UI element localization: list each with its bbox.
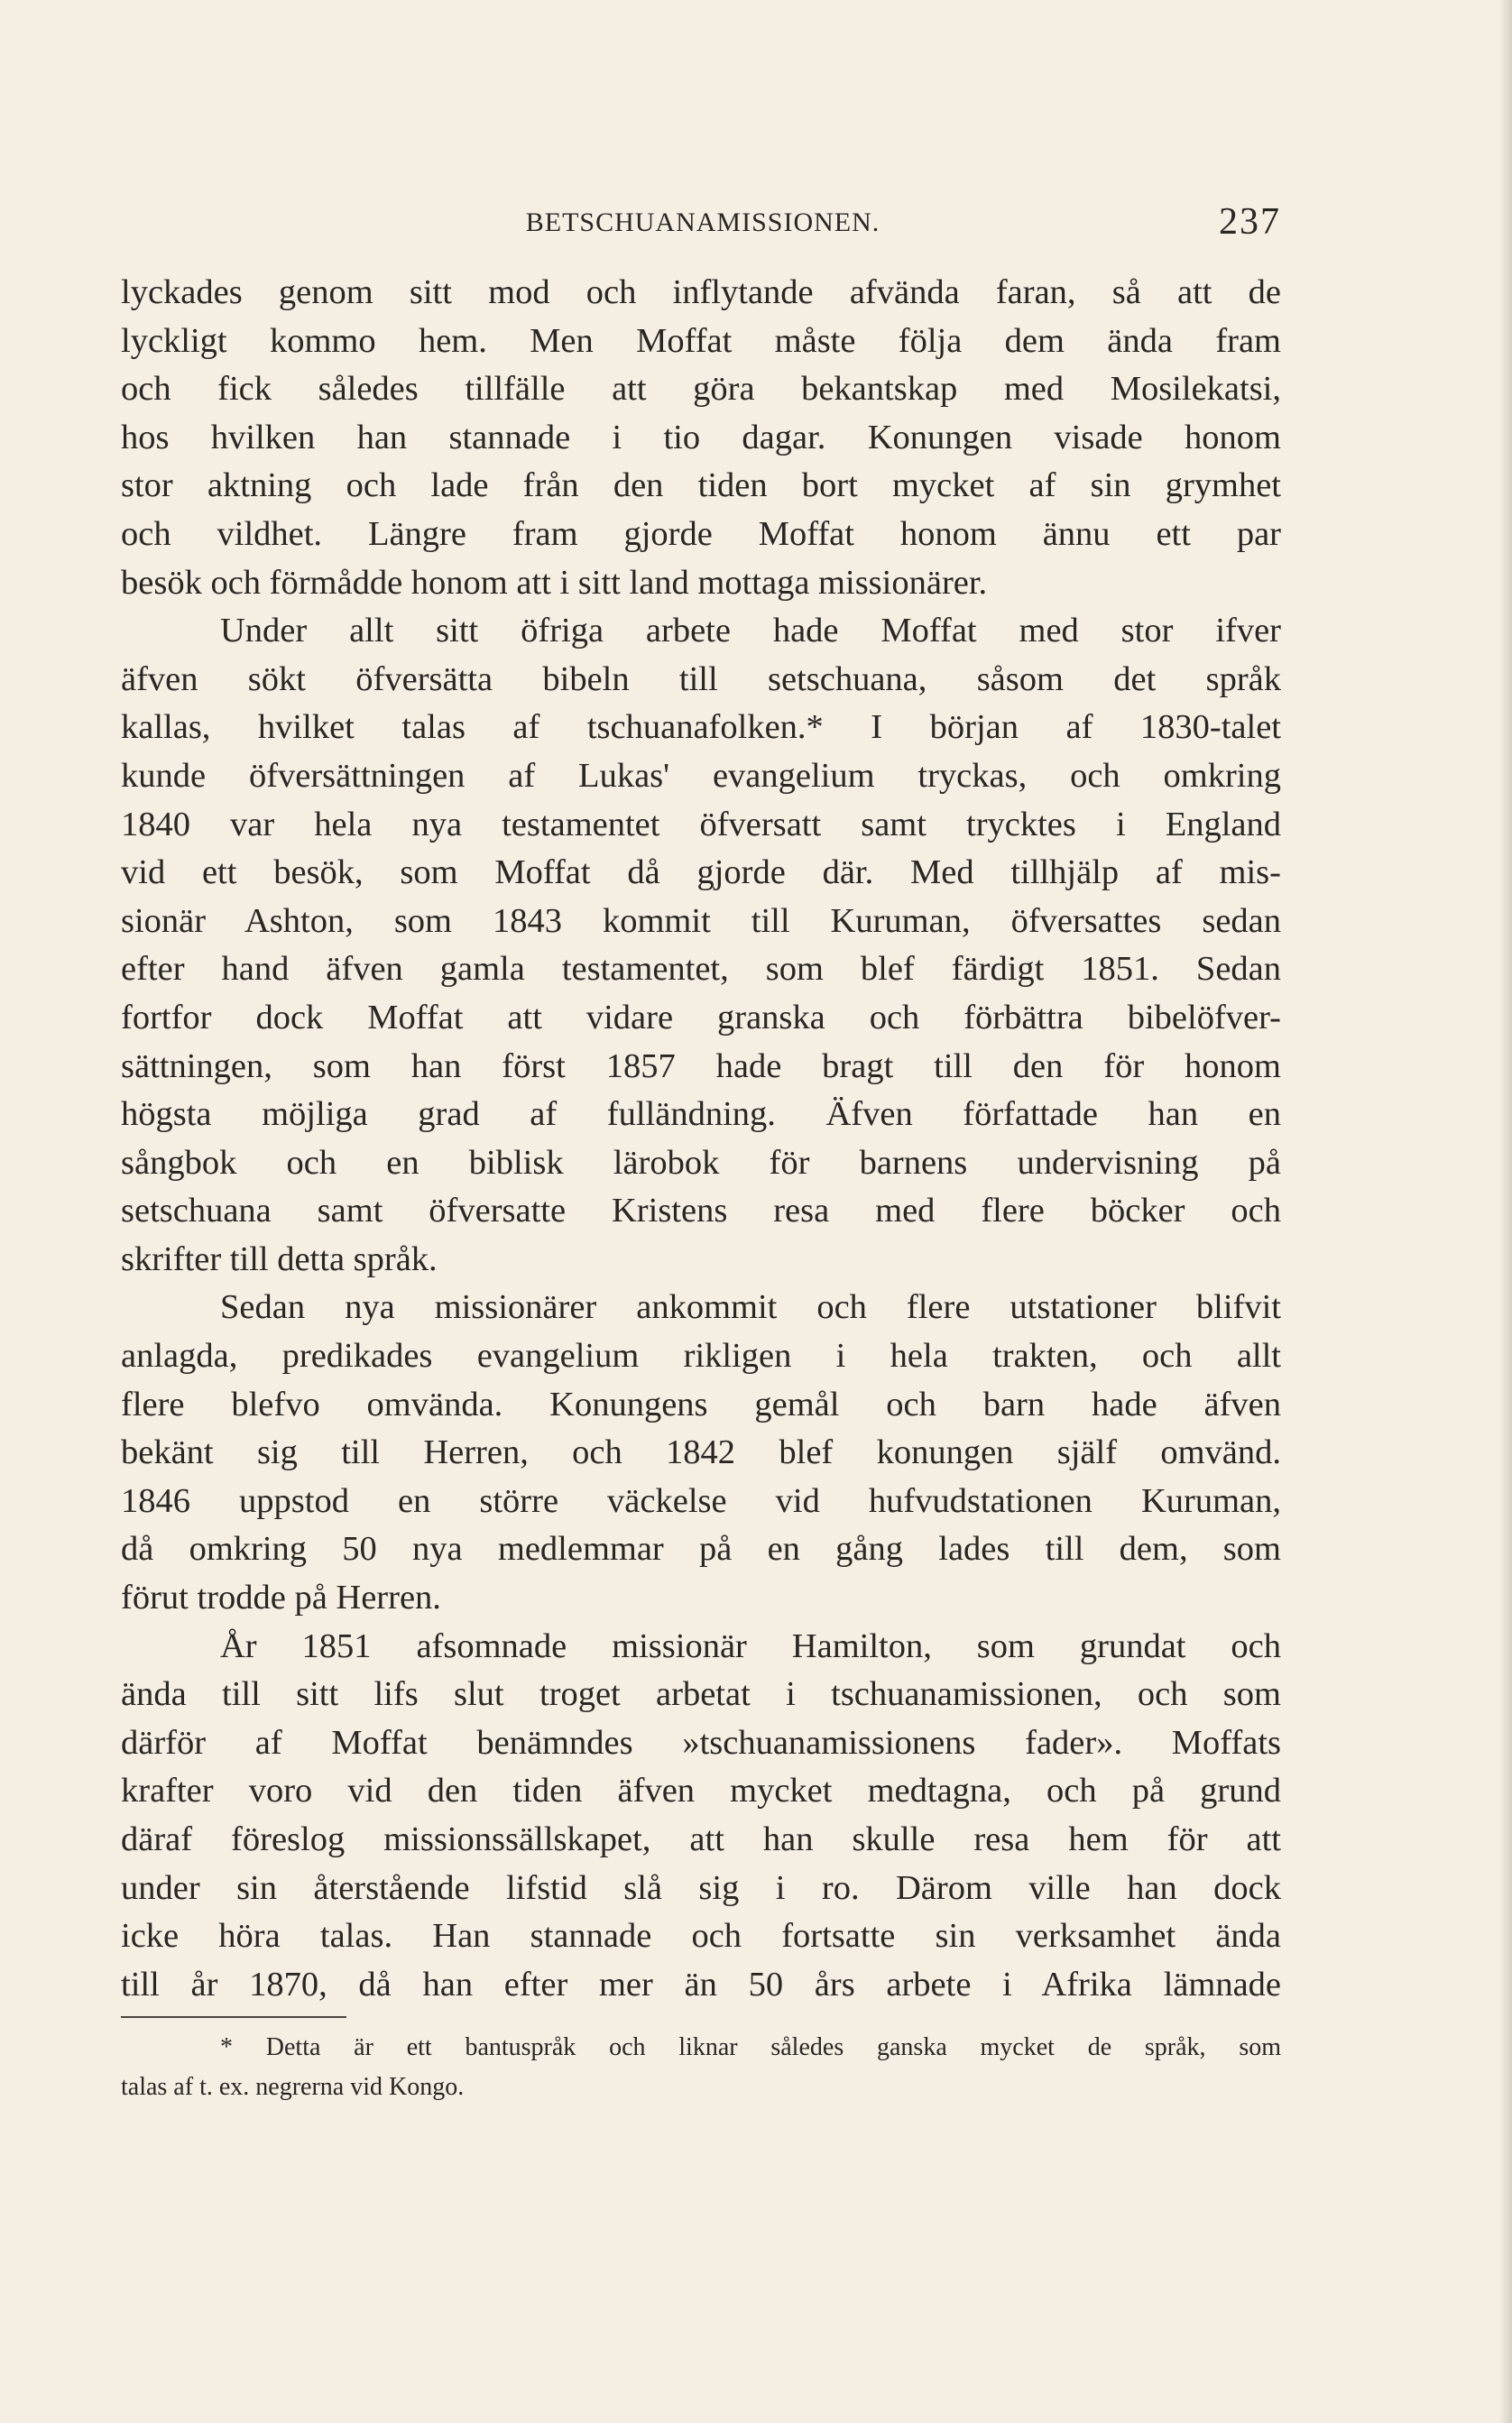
running-header xyxy=(124,200,1281,245)
body-text xyxy=(121,269,1281,2009)
text-line: sångbok och en biblisk lärobok för barnens undervisning på xyxy=(121,1143,1281,1182)
page-edge-shadow xyxy=(1499,0,1512,2423)
text-line: 1846 uppstod en större väckelse vid hufvudstationen Kuruman, xyxy=(121,1481,1281,1520)
text-line: icke höra talas. Han stannade och fortsatte sin verksamhet ända xyxy=(121,1917,1281,1956)
text-line: bekänt sig till Herren, och 1842 blef konungen själf omvänd. xyxy=(121,1433,1281,1472)
text-line: däraf föreslog missionssällskapet, att han skulle resa hem för att xyxy=(121,1820,1281,1858)
footnote-line: * Detta är ett bantuspråk och liknar således ganska mycket de språk, som xyxy=(220,2033,1281,2061)
footnote-line: talas af t. ex. negrerna vid Kongo. xyxy=(121,2073,465,2101)
text-line: anlagda, predikades evangelium rikligen i hela trakten, och allt xyxy=(121,1337,1281,1376)
text-line: kunde öfversättningen af Lukas' evangelium tryckas, och omkring xyxy=(121,756,1281,795)
text-line: sionär Ashton, som 1843 kommit till Kuruman, öfversattes sedan xyxy=(121,901,1281,940)
text-line: under sin återstående lifstid slå sig i ro. Därom ville han dock xyxy=(121,1868,1281,1907)
paragraph-start-line: År 1851 afsomnade missionär Hamilton, som grundat och xyxy=(220,1626,1281,1665)
text-line: och vildhet. Längre fram gjorde Moffat honom ännu ett par xyxy=(121,514,1281,553)
text-line: förut trodde på Herren. xyxy=(121,1579,441,1617)
text-line: lyckligt kommo hem. Men Moffat måste följa dem ända fram xyxy=(121,321,1281,360)
text-line: stor aktning och lade från den tiden bort mycket af sin grymhet xyxy=(121,466,1281,505)
text-line: efter hand äfven gamla testamentet, som blef färdigt 1851. Sedan xyxy=(121,950,1281,989)
text-line: därför af Moffat benämndes »tschuanamissionens fader». Moffats xyxy=(121,1723,1281,1762)
text-line: 1840 var hela nya testamentet öfversatt samt trycktes i England xyxy=(121,805,1281,843)
page-number: 237 xyxy=(1219,201,1281,243)
text-line: krafter voro vid den tiden äfven mycket medtagna, och på grund xyxy=(121,1772,1281,1810)
text-line: setschuana samt öfversatte Kristens resa med flere böcker och xyxy=(121,1192,1281,1230)
text-line: högsta möjliga grad af fulländning. Äfven författade han en xyxy=(121,1095,1281,1134)
text-line: vid ett besök, som Moffat då gjorde där. Med tillhjälp af mis- xyxy=(121,853,1281,892)
text-line: besök och förmådde honom att i sitt land mottaga missionärer. xyxy=(121,563,988,602)
text-line: lyckades genom sitt mod och inflytande afvända faran, så att de xyxy=(121,273,1281,311)
footnote-rule xyxy=(121,2016,346,2018)
text-line: sättningen, som han först 1857 hade bragt till den för honom xyxy=(121,1046,1281,1085)
paragraph-start-line: Under allt sitt öfriga arbete hade Moffat med stor ifver xyxy=(220,612,1281,650)
text-line: och fick således tillfälle att göra bekantskap med Mosilekatsi, xyxy=(121,370,1281,409)
text-line: flere blefvo omvända. Konungens gemål och barn hade äfven xyxy=(121,1385,1281,1423)
text-line: kallas, hvilket talas af tschuanafolken.* I början af 1830-talet xyxy=(121,708,1281,747)
text-line: då omkring 50 nya medlemmar på en gång lades till dem, som xyxy=(121,1530,1281,1569)
footnote xyxy=(121,2028,1281,2107)
text-line: till år 1870, då han efter mer än 50 års arbete i Afrika lämnade xyxy=(121,1965,1281,2004)
running-title: BETSCHUANAMISSIONEN. xyxy=(525,207,880,237)
text-line: skrifter till detta språk. xyxy=(121,1239,438,1278)
text-line: fortfor dock Moffat att vidare granska och förbättra bibelöfver- xyxy=(121,998,1281,1036)
text-line: äfven sökt öfversätta bibeln till setschuana, såsom det språk xyxy=(121,659,1281,698)
paragraph-start-line: Sedan nya missionärer ankommit och flere utstationer blifvit xyxy=(220,1288,1281,1327)
text-line: hos hvilken han stannade i tio dagar. Konungen visade honom xyxy=(121,418,1281,456)
text-line: ända till sitt lifs slut troget arbetat i tschuanamissionen, och som xyxy=(121,1675,1281,1714)
